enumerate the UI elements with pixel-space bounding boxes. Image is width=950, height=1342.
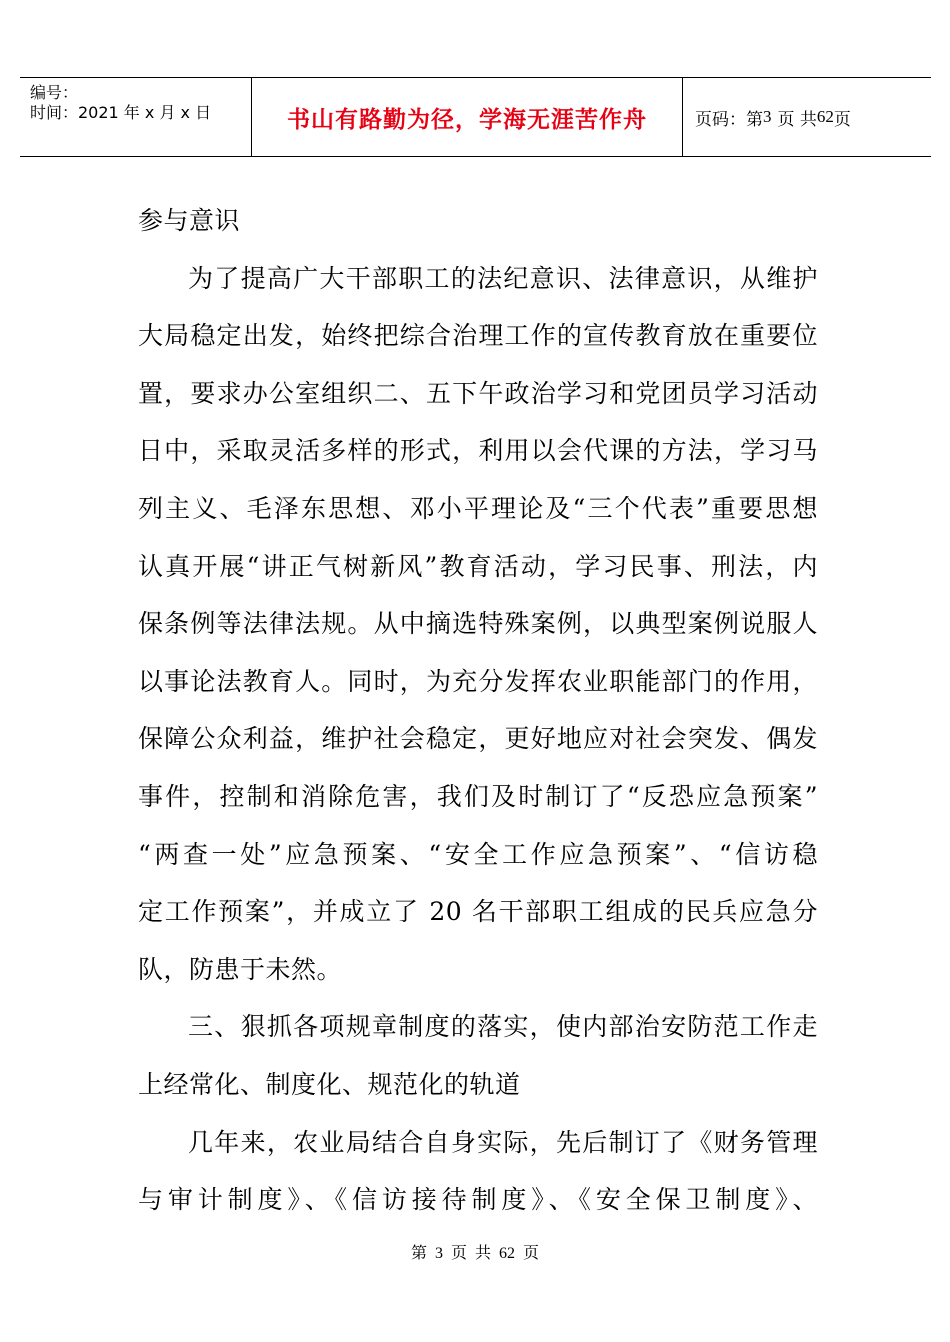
header-motto: 书山有路勤为径，学海无涯苦作舟 — [252, 78, 683, 156]
page-total: 62 — [816, 107, 834, 126]
body-line: 认真开展“讲正气树新风”教育活动，学习民事、刑法，内 — [138, 551, 818, 581]
body-line: 几年来，农业局结合自身实际，先后制订了《财务管理 — [188, 1127, 818, 1157]
body-line: 为了提高广大干部职工的法纪意识、法律意识，从维护 — [188, 263, 818, 293]
page-mid: 页 共 — [777, 109, 817, 130]
body-line: “两查一处”应急预案、“安全工作应急预案”、“信访稳 — [138, 839, 818, 869]
header-page-info — [683, 78, 931, 156]
body-line: 参与意识 — [138, 206, 241, 235]
body-line: 以事论法教育人。同时，为充分发挥农业职能部门的作用， — [138, 666, 818, 696]
document-body — [138, 192, 818, 1229]
page-current: 3 — [763, 107, 772, 126]
body-line: 保条例等法律法规。从中摘选特殊案例，以典型案例说服人 — [138, 609, 818, 639]
body-line: 事件，控制和消除危害，我们及时制订了“反恐应急预案” — [138, 781, 818, 811]
serial-number-label: 编号： — [30, 83, 79, 102]
body-line: 保障公众利益，维护社会稳定，更好地应对社会突发、偶发 — [138, 724, 818, 754]
body-line: 上经常化、制度化、规范化的轨道 — [138, 1069, 521, 1099]
body-line: 队，防患于未然。 — [138, 954, 343, 984]
page-header — [20, 77, 931, 157]
body-line: 列主义、毛泽东思想、邓小平理论及“三个代表”重要思想 — [138, 493, 818, 523]
header-meta — [20, 78, 252, 156]
body-line: 定工作预案”，并成立了 20 名干部职工组成的民兵应急分 — [138, 897, 818, 927]
date-label: 时间：2021 年 x 月 x 日 — [30, 103, 212, 122]
body-line: 与审计制度》、《信访接待制度》、《安全保卫制度》、 — [138, 1185, 818, 1215]
page-footer: 第 3 页 共 62 页 — [410, 1245, 539, 1262]
body-line: 置，要求办公室组织二、五下午政治学习和党团员学习活动 — [138, 378, 818, 408]
body-line: 三、狠抓各项规章制度的落实，使内部治安防范工作走 — [188, 1012, 818, 1042]
page-suffix: 页 — [833, 109, 851, 130]
page-prefix: 页码：第 — [695, 109, 763, 130]
body-line: 日中，采取灵活多样的形式，利用以会代课的方法，学习马 — [138, 436, 818, 466]
body-line: 大局稳定出发，始终把综合治理工作的宣传教育放在重要位 — [138, 321, 818, 351]
